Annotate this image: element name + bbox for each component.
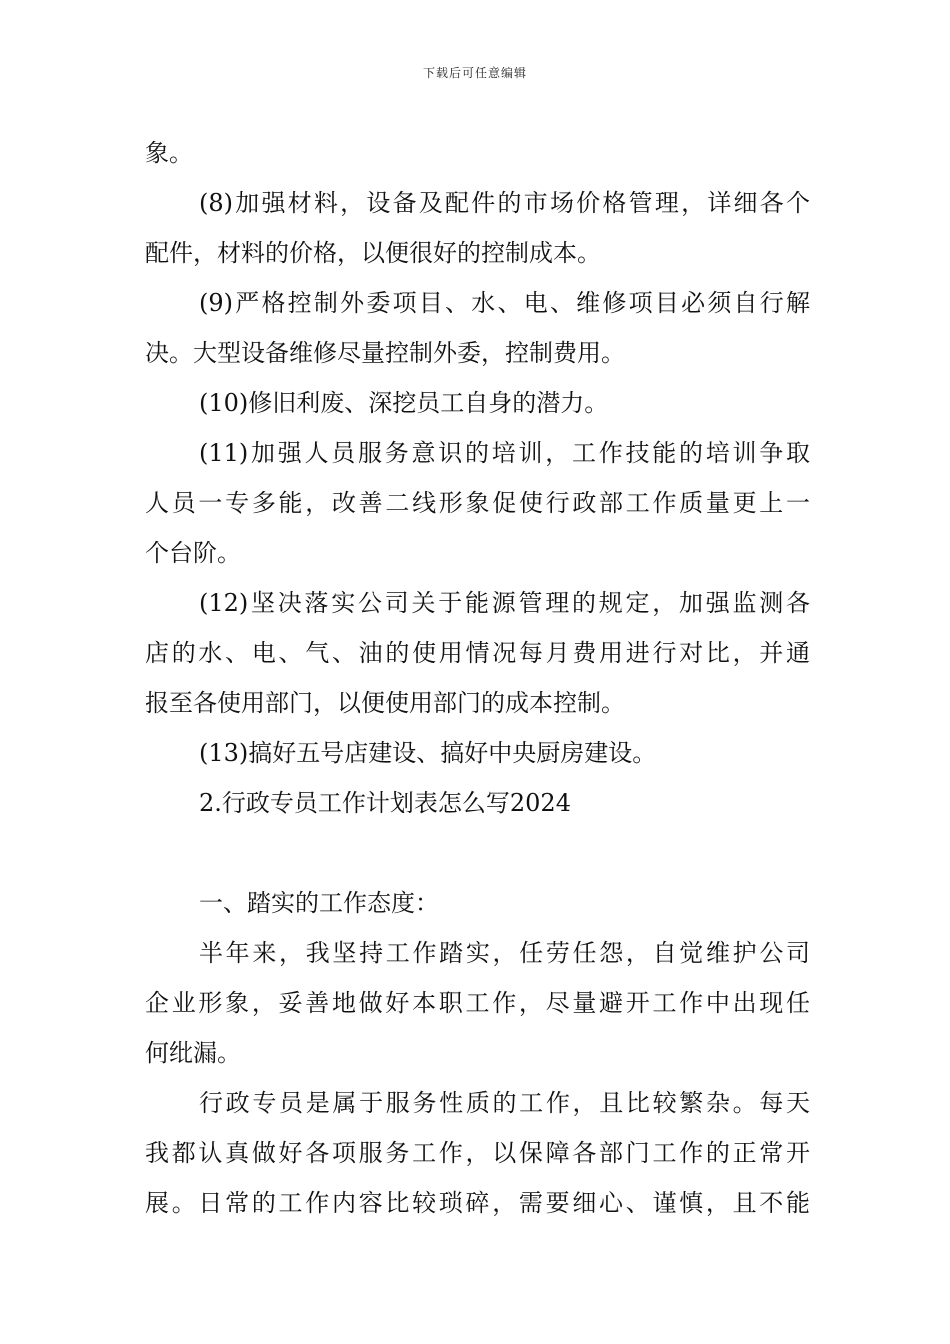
- text-line: 象。: [145, 139, 193, 167]
- text-line: 店的水、电、气、油的使用情况每月费用进行对比，并通: [145, 639, 810, 667]
- text-line: 企业形象，妥善地做好本职工作，尽量避开工作中出现任: [145, 989, 810, 1017]
- text-line: 个台阶。: [145, 539, 241, 567]
- text-line: (9)严格控制外委项目、水、电、维修项目必须自行解: [199, 289, 810, 317]
- blank-line: [145, 828, 810, 878]
- text-line: (10)修旧利废、深挖员工自身的潜力。: [199, 389, 609, 417]
- text-line: 我都认真做好各项服务工作，以保障各部门工作的正常开: [145, 1139, 810, 1167]
- subsection-heading: 一、踏实的工作态度：: [199, 889, 439, 917]
- text-line: 报至各使用部门，以便使用部门的成本控制。: [145, 689, 625, 717]
- text-line: 行政专员是属于服务性质的工作，且比较繁杂。每天: [199, 1089, 810, 1117]
- text-line: (13)搞好五号店建设、搞好中央厨房建设。: [199, 739, 657, 767]
- text-line: 决。大型设备维修尽量控制外委，控制费用。: [145, 339, 625, 367]
- text-line: (11)加强人员服务意识的培训，工作技能的培训争取: [199, 439, 810, 467]
- text-line: (8)加强材料，设备及配件的市场价格管理，详细各个: [199, 189, 810, 217]
- document-body: [145, 128, 810, 1228]
- section-heading: 2.行政专员工作计划表怎么写2024: [199, 789, 571, 817]
- text-line: 半年来，我坚持工作踏实，任劳任怨，自觉维护公司: [199, 939, 810, 967]
- text-line: 配件，材料的价格，以便很好的控制成本。: [145, 239, 601, 267]
- page-header: 下载后可任意编辑: [422, 66, 527, 80]
- text-line: (12)坚决落实公司关于能源管理的规定，加强监测各: [199, 589, 810, 617]
- text-line: 何纰漏。: [145, 1039, 241, 1067]
- text-line: 展。日常的工作内容比较琐碎，需要细心、谨慎，且不能: [145, 1189, 810, 1217]
- text-line: 人员一专多能，改善二线形象促使行政部工作质量更上一: [145, 489, 810, 517]
